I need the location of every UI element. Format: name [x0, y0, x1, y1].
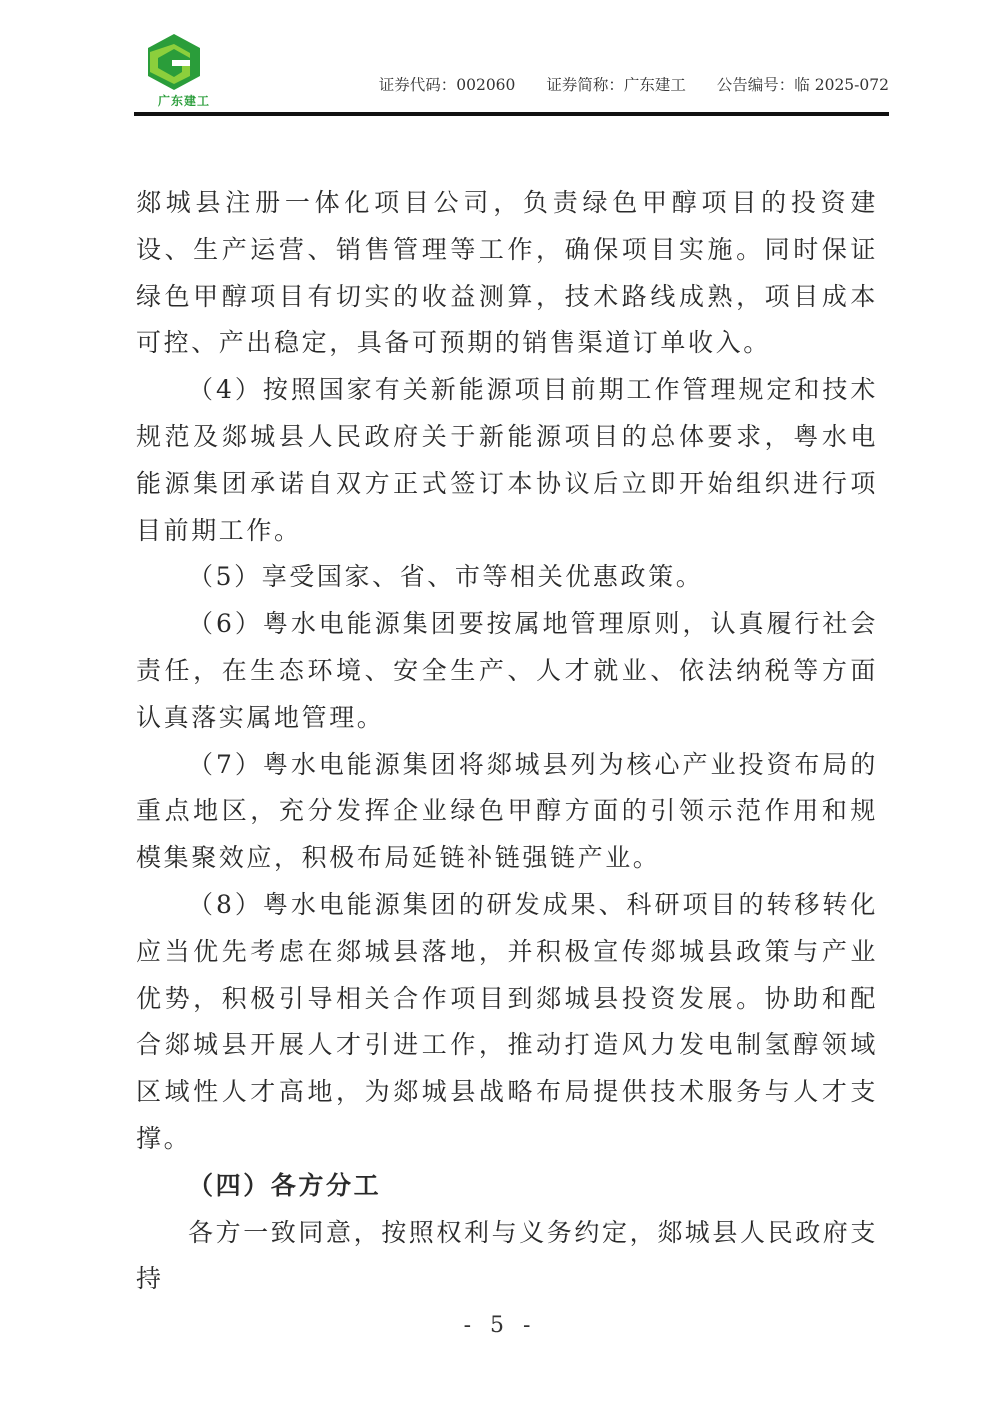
- paragraph-item-4: （4）按照国家有关新能源项目前期工作管理规定和技术规范及郯城县人民政府关于新能源项目的总体要求，粤水电能源集团承诺自双方正式签订本协议后立即开始组织进行项目前期工作。: [136, 375, 878, 545]
- page-header: [134, 32, 889, 118]
- stock-code: 证券代码：002060: [378, 76, 516, 94]
- logo-g-mark-icon: [144, 32, 204, 92]
- paragraph-item-8: （8）粤水电能源集团的研发成果、科研项目的转移转化应当优先考虑在郯城县落地，并积极宣传郯城县政策与产业优势，积极引导相关合作项目到郯城县投资发展。协助和配合郯城县开展人才引进工作，推动打造风力发电制氢醇领域区域性人才高地，为郯城县战略布局提供技术服务与人才支撑。: [136, 889, 878, 1153]
- paragraph-item-5: （5）享受国家、省、市等相关优惠政策。: [188, 562, 704, 592]
- stock-abbreviation: 证券简称：广东建工: [546, 76, 686, 94]
- page-number: - 5 -: [463, 1313, 537, 1338]
- paragraph-item-7: （7）粤水电能源集团将郯城县列为核心产业投资布局的重点地区，充分发挥企业绿色甲醇方面的引领示范作用和规模集聚效应，积极布局延链补链强链产业。: [136, 749, 878, 873]
- paragraph-item-6: （6）粤水电能源集团要按属地管理原则，认真履行社会责任，在生态环境、安全生产、人才就业、依法纳税等方面认真落实属地管理。: [136, 609, 878, 732]
- paragraph-division: 各方一致同意，按照权利与义务约定，郯城县人民政府支持: [136, 1217, 879, 1294]
- logo-wordmark: 广东建工: [157, 94, 210, 108]
- announcement-number: 公告编号：临 2025-072: [716, 76, 889, 94]
- paragraph-continued: 郯城县注册一体化项目公司，负责绿色甲醇项目的投资建设、生产运营、销售管理等工作，确保项目实施。同时保证绿色甲醇项目有切实的收益测算，技术路线成熟，项目成本可控、产出稳定，具备可预期的销售渠道订单收入。: [136, 188, 878, 358]
- company-logo: [144, 32, 210, 108]
- section-heading: （四）各方分工: [188, 1170, 382, 1200]
- document-meta: [353, 73, 889, 95]
- header-rule: [134, 112, 889, 116]
- document-body: [136, 180, 878, 1303]
